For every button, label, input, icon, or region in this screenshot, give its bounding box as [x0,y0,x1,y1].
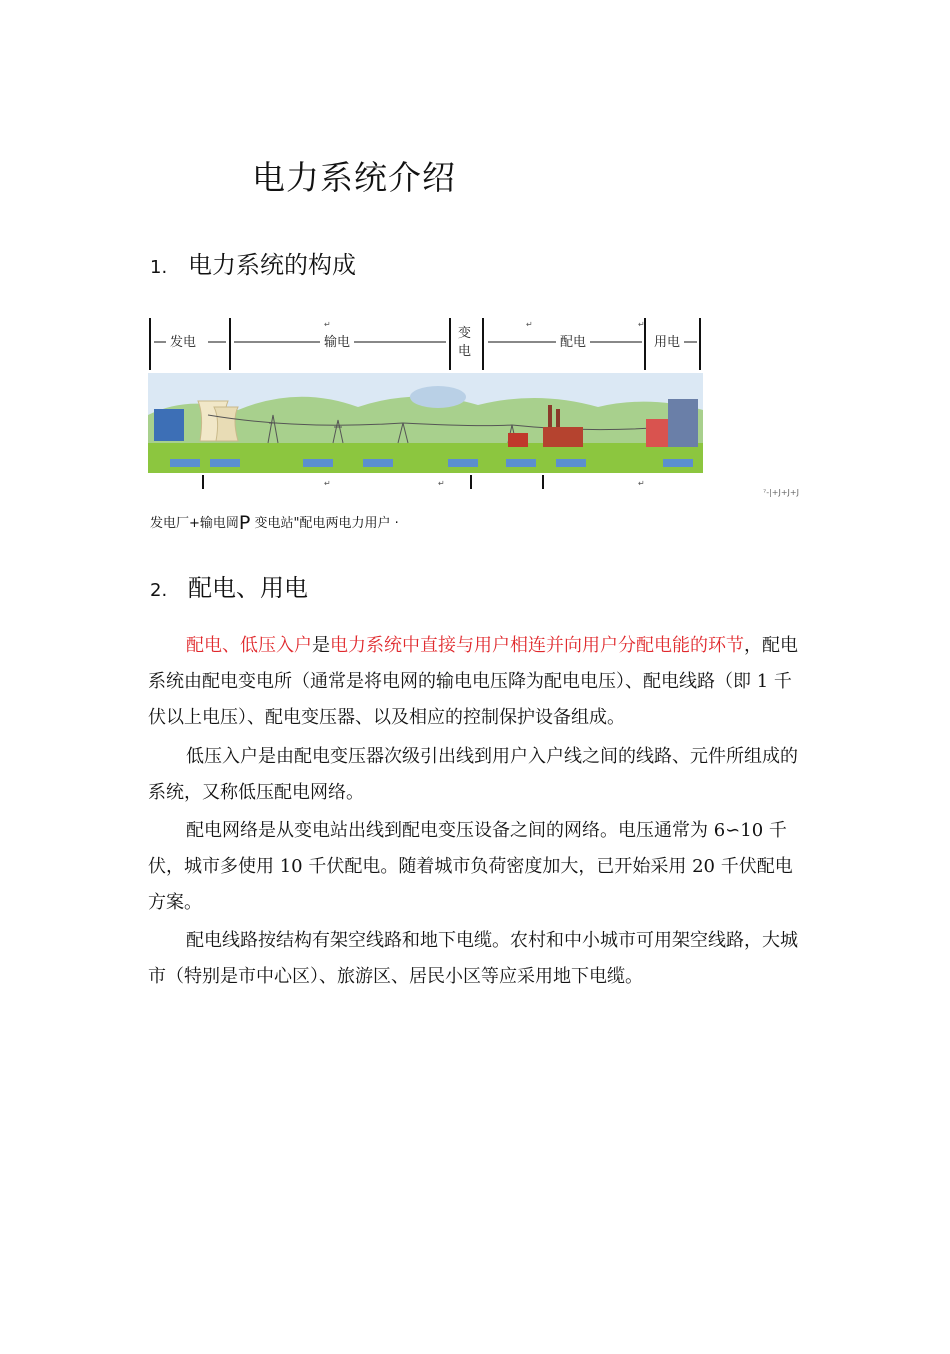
section-number: 2. [150,580,168,601]
body-text: ，配电系统由配电变电所（通常是将电网的输电电压降为配电电压）、配电线路（即 1 千伏以上电压）、配电变压器、以及相应的控制保护设备组成。 [148,635,798,728]
return-mark: ↵ [638,479,645,488]
paragraph-3: 配电网络是从变电站出线到配电变压设备之间的网络。电压通常为 6∽10 千伏，城市多使用 10 千伏配电。随着城市负荷密度加大，已开始采用 20 千伏配电方案。 [148,820,793,913]
figure-caption [150,512,399,534]
return-mark: ↵ [526,320,533,329]
section-heading-distribution [150,568,308,603]
return-mark: ↵ [324,479,331,488]
caption-part-a: 发电厂+输电岡 [150,516,239,531]
power-system-diagram [148,315,703,491]
return-mark: ↵ [324,320,331,329]
section-title: 配电、用电 [188,574,308,602]
highlight-text: 配电、低压入户 [186,635,312,656]
caption-part-b: P [238,512,251,534]
caption-part-c: 变电站"配电两电力用户 · [250,516,399,531]
paragraph-1 [148,628,808,736]
label-substation-2: 电 [458,344,472,359]
paragraph-2: 低压入户是由配电变压器次级引出线到用户入户线之间的线路、元件所组成的系统，又称低压配电网络。 [148,746,798,803]
body-text: 是 [312,635,330,656]
highlight-text: 电力系统中直接与用户相连并向用户分配电能的环节 [330,635,744,656]
label-substation-1: 变 [458,326,472,341]
label-generation: 发电 [170,335,197,350]
page-title: 电力系统介绍 [252,158,456,197]
section-number: 1. [150,257,168,278]
label-transmission: 输电 [324,335,351,350]
paragraph-4: 配电线路按结构有架空线路和地下电缆。农村和中小城市可用架空线路，大城市（特别是市中心区）、旅游区、居民小区等应采用地下电缆。 [148,930,798,987]
return-mark: ↵ [438,479,445,488]
section-heading-composition [150,245,356,280]
return-mark: ↵ [638,320,645,329]
section-title: 电力系统的构成 [188,251,356,279]
label-distribution: 配电 [560,335,587,350]
side-marker: ⁷-|+J+J+J [763,488,799,497]
label-consumption: 用电 [654,335,681,350]
